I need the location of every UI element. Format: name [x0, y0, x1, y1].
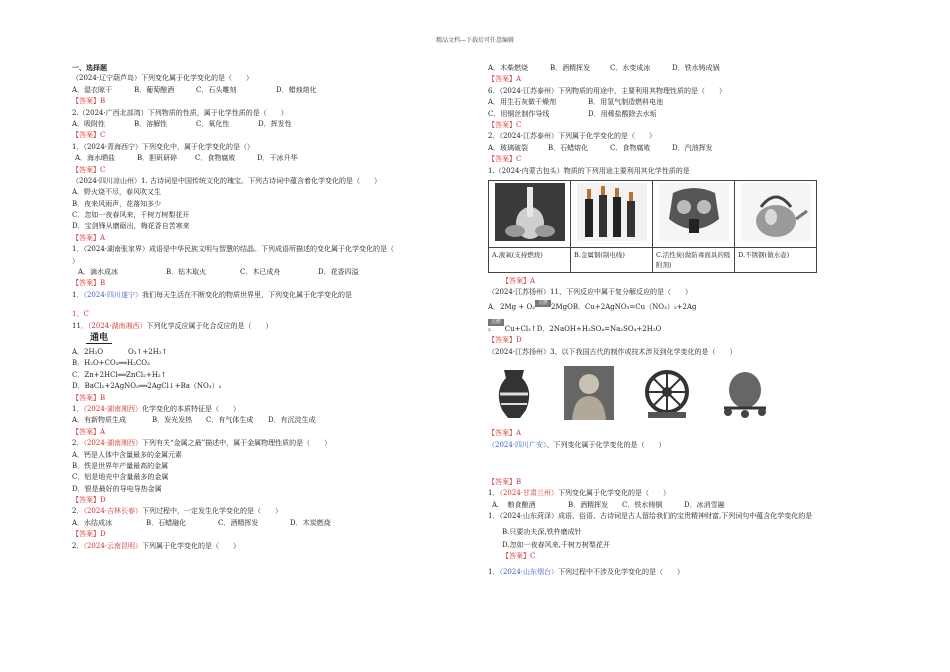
q7-option-b: B．H₂O+CO₂══H₂CO₃: [72, 359, 150, 368]
q4-stem: （2024·四川凉山州）1. 古诗词是中国传统文化的瑰宝。下列古诗词中蕴含着化学变化的是（ ）: [72, 176, 381, 185]
seismograph-image: [720, 366, 770, 420]
q1-stem: （2024·辽宁葫芦岛）下列变化属于化学变化的是（ ）: [72, 74, 254, 83]
q8-option-a: A．有新物质生成: [72, 416, 127, 425]
q11-stem: 2．（2024·云南昆明）下列属于化学变化的是（ ）: [72, 541, 241, 550]
r2-stem: 6．（2024·江苏泰州）下列物质的用途中，主要利用其物理性质的是（ ）: [488, 86, 726, 95]
r2-answer: 【答案】C: [488, 120, 522, 129]
q4-answer: 【答案】A: [72, 233, 106, 242]
q5-option-a: A．滴水成冰: [78, 268, 119, 277]
r4-caption-d: D.不锈钢(做水壶): [735, 247, 817, 272]
right-column: [488, 63, 878, 578]
q5-option-c: C．木已成舟: [240, 268, 281, 277]
q9-option-c: C．铝是地壳中含量最多的金属: [72, 473, 169, 482]
r4-caption-c: C.活性炭(做防毒面具的吸附剂): [653, 247, 735, 272]
r4-stem: 1.（2024·内蒙古包头）物质的下列用途主要利用其化学性质的是: [488, 166, 690, 175]
q5-option-b: B．钻木取火: [166, 268, 207, 277]
r6-stem: （2024·江苏扬州）3、以下我国古代的制作或技术涉及到化学变化的是（ ）: [488, 347, 737, 356]
r2-option-a: A．用生石灰做干燥剂: [488, 98, 557, 107]
q2-option-c: C．氧化性: [196, 119, 230, 128]
q7-option-c: C．Zn+2HCl══ZnCl₂+H₂↑: [72, 370, 167, 379]
q9-option-b: B．铁是世界年产量最高的金属: [72, 461, 169, 470]
r6-answer: 【答案】A: [488, 429, 522, 438]
q2-option-d: D．挥发性: [258, 119, 292, 128]
r3-option-b: B．石蜡熔化: [548, 143, 589, 152]
r3-answer: 【答案】C: [488, 155, 522, 164]
r5-line1: A．2Mg + O₂ 点燃 2MgOB．Cu+2AgNO₃=Cu（NO₃）₂+2Ag: [488, 299, 697, 311]
r1-answer: 【答案】A: [488, 75, 522, 84]
q1-options: [72, 85, 472, 96]
q9-option-d: D．银是最好的导电导热金属: [72, 484, 162, 493]
r4-answer: 【答案】A: [502, 276, 536, 285]
r4-caption-b: B.金属铜(制电线): [571, 247, 653, 272]
q2-option-a: A．吸附性: [72, 119, 106, 128]
r8-option-a: A． 粮食酿酒: [492, 500, 536, 509]
q8-stem: 1．（2024·湖南湘西）化学变化的本质特征是（ ）: [72, 404, 241, 413]
q10-option-c: C．酒精挥发: [218, 518, 259, 527]
q4-option-c: C．忽如一夜春风来，千树万树梨花开: [72, 211, 190, 220]
q6-answer: 1、C: [72, 310, 89, 319]
q2-option-b: B．溶解性: [134, 119, 168, 128]
q4-option-a: A．野火烧不尽，春风吹又生: [72, 188, 162, 197]
q3-stem: 1．（2024·青海西宁）下列变化中，属于化学变化的是（）: [72, 142, 254, 151]
ignite-label-2: 点燃: [488, 319, 504, 326]
q1-answer: 【答案】B: [72, 97, 106, 106]
r4-caption-a: A.液氧(支持燃烧): [489, 247, 571, 272]
q8-option-b: B．发光发热: [152, 416, 193, 425]
q3-option-c: C．食物腐败: [195, 154, 236, 163]
q7-stem: 11．（2024·湖南湘西）下列化学反应属于化合反应的是（ ）: [72, 321, 273, 330]
copper-wire-image: [571, 180, 653, 247]
q3-option-d: D．干冰升华: [257, 154, 298, 163]
q6-source: （2024·四川遂宁）: [83, 290, 143, 299]
q5-stem: 1．（2024·湖南张家界）成语是中华民族文明与智慧的结晶。下列成语所描述的变化属于化学变化的是（: [72, 245, 394, 254]
waterwheel-image: [642, 366, 692, 420]
q10-option-b: B．石蜡融化: [146, 518, 187, 527]
q5-option-d: D．花香四溢: [318, 268, 359, 277]
r5-line2: ₂ Cu+Cl₂↑D．2NaOH+H₂SO₄=Na₂SO₄+2H₂O: [488, 325, 662, 334]
q6-stem: 1．（2024·四川遂宁）我们每天生活在不断变化的物质世界里，下列变化属于化学变化的是: [72, 290, 353, 299]
q1-option-c: C．石头雕刻: [196, 85, 237, 94]
r7-stem: （2024·四川广安）、下列变化属于化学变化的是（ ）: [488, 440, 666, 449]
r9-stem: 1．（2024·山东菏泽）成语、俗语、古诗词是古人留给我们的宝贵精神财富,下列词句中蕴含化学变化的是: [488, 512, 813, 521]
q3-answer: 【答案】C: [72, 165, 106, 174]
q6-text: 我们每天生活在不断变化的物质世界里，下列变化属于化学变化的是: [142, 290, 353, 299]
q10-answer: 【答案】D: [72, 530, 106, 539]
r8-stem: 1．（2024·甘肃兰州）下列变化属于化学变化的是（ ）: [488, 489, 671, 498]
q2-stem: 2.（2024·广西北部湾）下列物质的性质，属于化学性质的是（ ）: [72, 108, 288, 117]
r6-images: [492, 364, 878, 420]
q1-option-d: D．蜡烛熔化: [276, 85, 317, 94]
q10-option-a: A．水结成冰: [72, 518, 113, 527]
liquid-oxygen-image: [489, 180, 571, 247]
r5-stem: （2024·江苏扬州）11、下列反应中属于复分解反应的是（ ）: [488, 288, 692, 297]
q7-answer: 【答案】B: [72, 393, 106, 402]
r3-option-c: C．食物腐败: [610, 143, 651, 152]
q8-answer: 【答案】A: [72, 427, 106, 436]
r5-answer: 【答案】D: [488, 336, 522, 345]
r8-option-b: B．酒精挥发: [568, 500, 609, 509]
q5-answer: 【答案】B: [72, 279, 106, 288]
r1-option-c: C．水变成冰: [610, 64, 651, 72]
q7-option-a: A．2H₂O O₂↑+2H₂↑: [72, 347, 168, 356]
r9-option-b: B.只要功夫深,铁杵磨成针: [502, 527, 582, 536]
q10-stem: 2．（2024·吉林长春）下列过程中，一定发生化学变化的是（ ）: [72, 507, 283, 516]
r10-stem: 1．（2024·山东烟台）下列过程中不涉及化学变化的是（ ）: [488, 567, 685, 576]
ignite-label: 点燃: [535, 300, 551, 307]
r2-option-b: B．用氢气制造燃料电池: [588, 98, 664, 107]
pottery-image: [492, 366, 536, 420]
r3-stem: 2．（2024·江苏泰州）下列属于化学变化的是（ ）: [488, 132, 656, 141]
section-title: 一、选择题: [72, 63, 107, 72]
left-column: [72, 62, 472, 552]
r8-option-d: D．冰消雪融: [684, 500, 725, 509]
q1-option-a: A．湿衣晾干: [72, 85, 113, 94]
q3-option-a: A．海水晒盐: [75, 154, 116, 163]
q5-stem-close: ）: [72, 256, 79, 265]
q8-option-c: C．有气体生成: [206, 416, 254, 425]
q2-answer: 【答案】C: [72, 131, 106, 140]
q7-condition: [86, 333, 472, 347]
r2-option-d: D．用稀盐酸除去水垢: [588, 109, 657, 118]
gas-mask-image: [653, 180, 735, 247]
r2-option-c: C．用铜丝制作导线: [488, 109, 550, 118]
q8-option-d: D．有沉淀生成: [268, 416, 316, 425]
q4-option-b: B．夜来风雨声，花落知多少: [72, 199, 162, 208]
q7-source: （2024·湖南湘西）: [87, 321, 147, 330]
r7-answer: 【答案】B: [488, 478, 522, 487]
q10-option-d: D．木炭燃烧: [290, 518, 331, 527]
page-header: 精品文档---下载后可任意编辑: [435, 37, 515, 44]
q1-option-b: B．葡萄酿酒: [134, 85, 175, 94]
q9-stem: 2．（2024·湖南湘西）下列有关“金属之最”描述中，属于金属物理性质的是（ ）: [72, 439, 332, 448]
r9-option-d: D.忽如一夜春风来,千树万树梨花开: [502, 540, 610, 549]
q7-option-d: D．BaCl₂+2AgNO₃══2AgCl↓+Ba（NO₃）₂: [72, 382, 222, 391]
r3-option-d: D．汽油挥发: [672, 143, 713, 152]
r1-option-d: D．铁水铸成锅: [672, 64, 720, 72]
q4-option-d: D．宝剑锋从磨砺出，梅花香自苦寒来: [72, 222, 190, 231]
q9-option-a: A．钙是人体中含量最多的金属元素: [72, 450, 183, 459]
q9-answer: 【答案】D: [72, 496, 106, 505]
r9-answer: 【答案】C: [502, 552, 536, 561]
r8-option-c: C．铁水铸铜: [622, 500, 663, 509]
r1-option-a: A．木柴燃烧: [488, 64, 529, 72]
electrolysis-label: 通电: [86, 333, 112, 344]
stainless-kettle-image: [735, 180, 817, 247]
terracotta-image: [564, 366, 614, 420]
r4-image-table: [488, 180, 817, 273]
r1-option-b: B．酒精挥发: [550, 64, 591, 72]
r3-option-a: A．玻璃破裂: [488, 143, 529, 152]
q3-option-b: B．胆矾研碎: [137, 154, 178, 163]
